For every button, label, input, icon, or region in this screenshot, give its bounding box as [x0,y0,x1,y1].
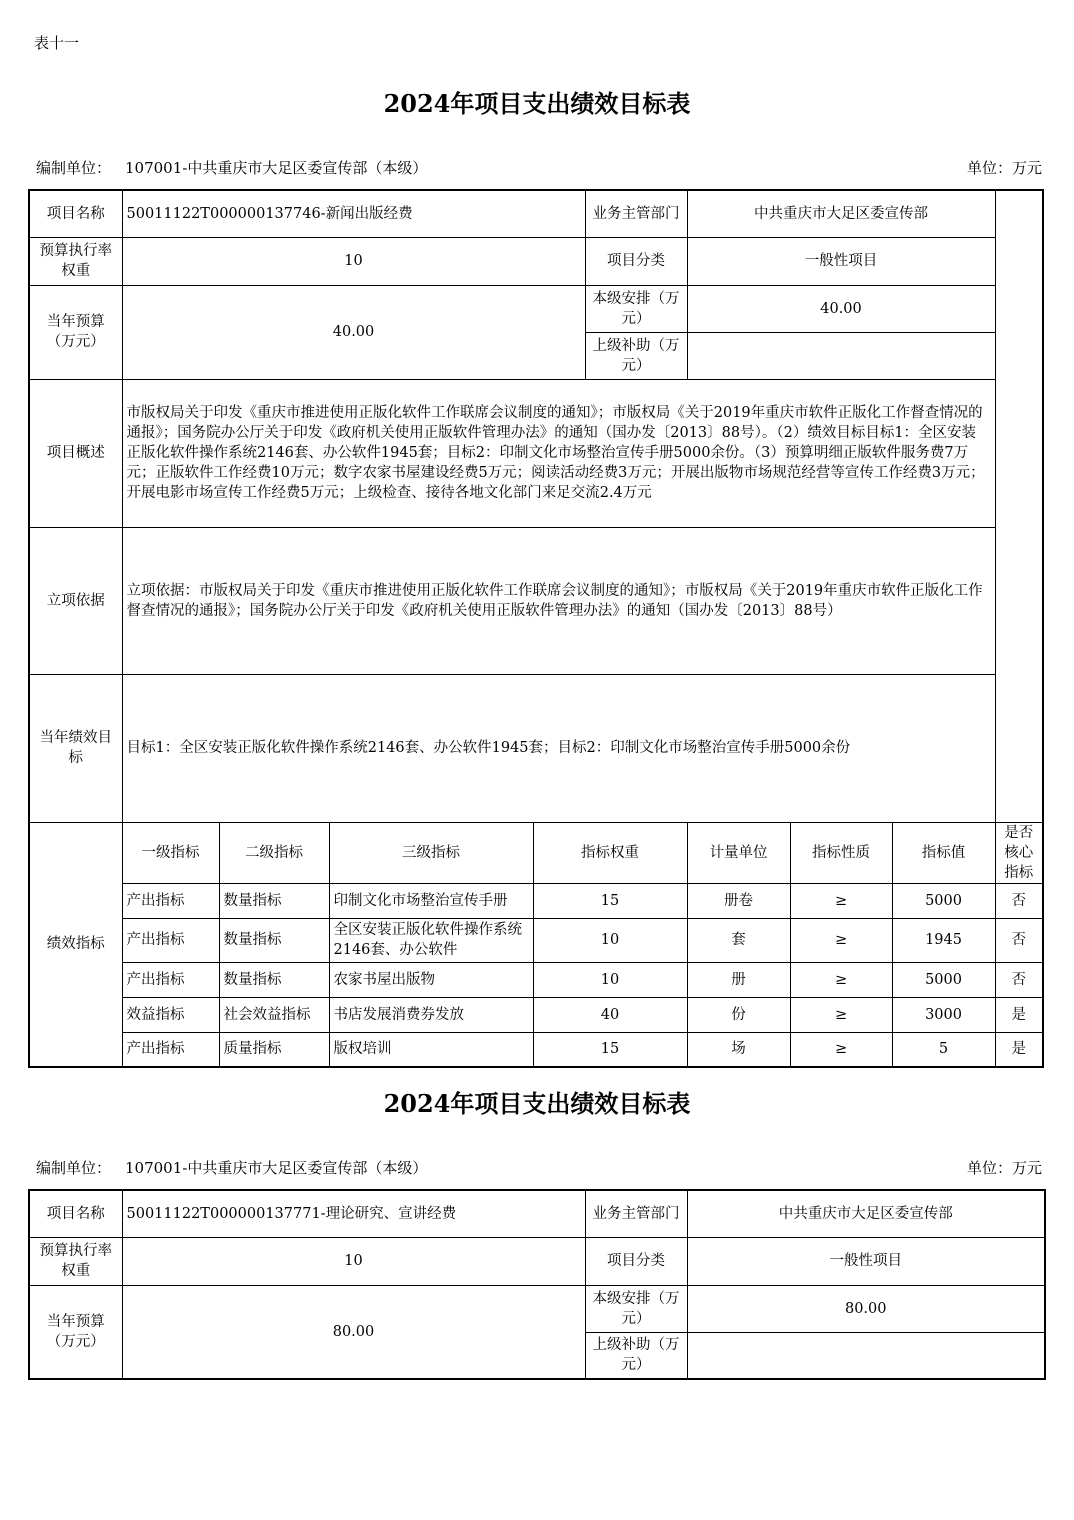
page-title: 2024年项目支出绩效目标表 [383,89,691,118]
cell-level1: 产出指标 [122,1032,219,1067]
cell-core: 否 [995,883,1043,918]
page-title: 2024年项目支出绩效目标表 [383,1089,691,1118]
cell-weight: 10 [533,918,687,962]
performance-table-1 [28,189,1044,1068]
org-label: 编制单位： [36,1159,112,1177]
cell-level2: 社会效益指标 [219,997,329,1032]
basis-label: 立项依据 [29,527,122,674]
header-value: 指标值 [892,822,995,883]
category-label: 项目分类 [585,1237,687,1285]
upper-label: 上级补助（万元） [585,1332,687,1379]
local-label: 本级安排（万元） [585,1285,687,1332]
cell-weight: 15 [533,1032,687,1067]
project-name: 50011122T000000137746-新闻出版经费 [122,190,585,237]
table-row [29,918,1043,962]
cell-unit: 份 [687,997,790,1032]
table-row [29,883,1043,918]
basis-text: 立项依据：市版权局关于印发《重庆市推进使用正版化软件工作联席会议制度的通知》；市版权局《关于2019年重庆市软件正版化工作督查情况的通报》；国务院办公厅关于印发《政府机关使用正版软件管理办法》的通知（国办发〔2013〕88号） [122,527,995,674]
cell-unit: 套 [687,918,790,962]
budget-value: 80.00 [122,1285,585,1379]
cell-nature: ≥ [790,883,892,918]
unit-text: 单位：万元 [966,159,1042,177]
goal-label: 当年绩效目标 [29,674,122,822]
cell-level3: 全区安装正版化软件操作系统2146套、办公软件 [329,918,533,962]
performance-table-2 [28,1189,1046,1380]
weight-value: 10 [122,1237,585,1285]
table-tag: 表十一 [34,34,80,52]
category-label: 项目分类 [585,237,687,285]
header-level3: 三级指标 [329,822,533,883]
header-core: 是否核心指标 [995,822,1043,883]
dept-value: 中共重庆市大足区委宣传部 [687,190,995,237]
cell-level3: 农家书屋出版物 [329,962,533,997]
overview-text: 市版权局关于印发《重庆市推进使用正版化软件工作联席会议制度的通知》；市版权局《关于2019年重庆市软件正版化工作督查情况的通报》；国务院办公厅关于印发《政府机关使用正版软件管理办法》的通知（国办发〔2013〕88号）。（2）绩效目标目标1：全区安装正版化软件操作系统2146套、办公软件1945套；目标2：印制文化市场整治宣传手册5000余份。（3）预算明细正版软件服务费7万元；正版软件工作经费10万元；数字农家书屋建设经费5万元；阅读活动经费3万元；开展出版物市场规范经营等宣传工作经费3万元；开展电影市场宣传工作经费5万元；上级检查、接待各地文化部门来足交流2.4万元 [122,379,995,527]
weight-value: 10 [122,237,585,285]
cell-level1: 效益指标 [122,997,219,1032]
upper-label: 上级补助（万元） [585,332,687,379]
project-name-label: 项目名称 [29,190,122,237]
cell-unit: 场 [687,1032,790,1067]
local-value: 40.00 [687,285,995,332]
upper-value [687,332,995,379]
dept-value: 中共重庆市大足区委宣传部 [687,1190,1045,1237]
cell-level3: 版权培训 [329,1032,533,1067]
cell-level3: 书店发展消费券发放 [329,997,533,1032]
cell-value: 3000 [892,997,995,1032]
cell-core: 否 [995,962,1043,997]
category-value: 一般性项目 [687,1237,1045,1285]
unit-text: 单位：万元 [966,1159,1042,1177]
budget-label: 当年预算（万元） [29,285,122,379]
org-value: 107001-中共重庆市大足区委宣传部（本级） [125,1159,428,1177]
table-row [29,1032,1043,1067]
header-level2: 二级指标 [219,822,329,883]
cell-weight: 15 [533,883,687,918]
cell-weight: 40 [533,997,687,1032]
category-value: 一般性项目 [687,237,995,285]
header-weight: 指标权重 [533,822,687,883]
cell-level2: 质量指标 [219,1032,329,1067]
cell-value: 5000 [892,883,995,918]
cell-unit: 册卷 [687,883,790,918]
cell-nature: ≥ [790,1032,892,1067]
cell-level2: 数量指标 [219,883,329,918]
dept-label: 业务主管部门 [585,1190,687,1237]
table-row [29,962,1043,997]
org-value: 107001-中共重庆市大足区委宣传部（本级） [125,159,428,177]
table-row [29,997,1043,1032]
local-value: 80.00 [687,1285,1045,1332]
cell-nature: ≥ [790,962,892,997]
local-label: 本级安排（万元） [585,285,687,332]
upper-value [687,1332,1045,1379]
cell-value: 5 [892,1032,995,1067]
cell-weight: 10 [533,962,687,997]
cell-value: 5000 [892,962,995,997]
cell-level3: 印制文化市场整治宣传手册 [329,883,533,918]
cell-core: 是 [995,1032,1043,1067]
cell-value: 1945 [892,918,995,962]
weight-label: 预算执行率权重 [29,1237,122,1285]
indicators-label: 绩效指标 [29,822,122,1067]
org-label: 编制单位： [36,159,112,177]
project-name: 50011122T000000137771-理论研究、宣讲经费 [122,1190,585,1237]
cell-core: 是 [995,997,1043,1032]
budget-label: 当年预算（万元） [29,1285,122,1379]
cell-level1: 产出指标 [122,962,219,997]
project-name-label: 项目名称 [29,1190,122,1237]
weight-label: 预算执行率权重 [29,237,122,285]
cell-nature: ≥ [790,918,892,962]
header-unit: 计量单位 [687,822,790,883]
header-nature: 指标性质 [790,822,892,883]
overview-label: 项目概述 [29,379,122,527]
cell-level2: 数量指标 [219,962,329,997]
cell-level1: 产出指标 [122,883,219,918]
cell-unit: 册 [687,962,790,997]
dept-label: 业务主管部门 [585,190,687,237]
budget-value: 40.00 [122,285,585,379]
header-level1: 一级指标 [122,822,219,883]
indicator-header-row [29,822,1043,883]
cell-nature: ≥ [790,997,892,1032]
cell-level1: 产出指标 [122,918,219,962]
cell-level2: 数量指标 [219,918,329,962]
cell-core: 否 [995,918,1043,962]
goal-text: 目标1：全区安装正版化软件操作系统2146套、办公软件1945套；目标2：印制文化市场整治宣传手册5000余份 [122,674,995,822]
